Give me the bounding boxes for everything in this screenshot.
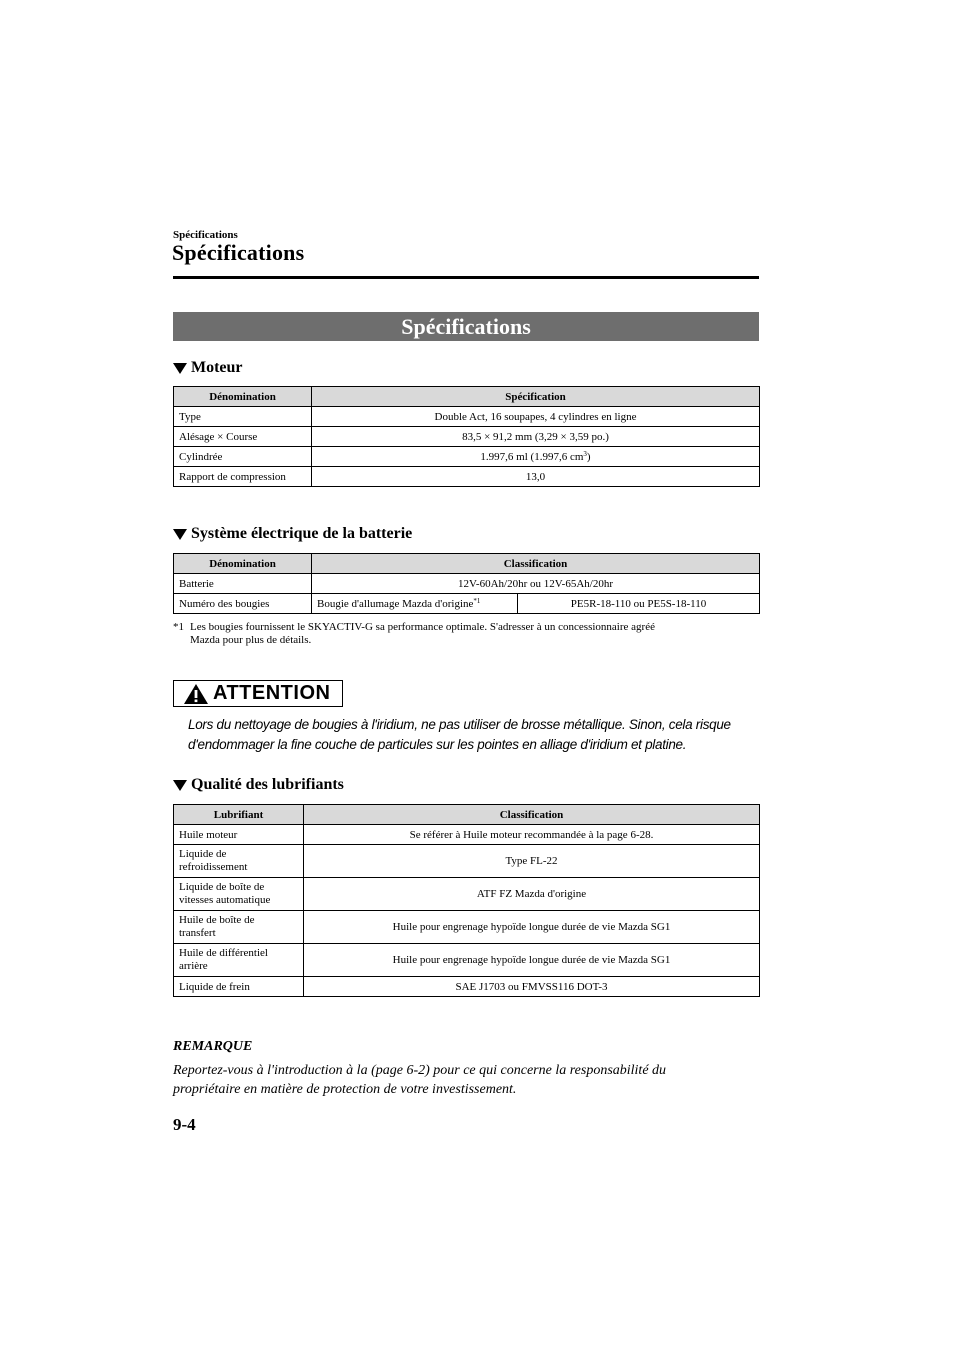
table-cell bbox=[174, 911, 304, 944]
column-header: Lubrifiant bbox=[174, 805, 304, 825]
footnote-line bbox=[173, 621, 763, 634]
table-cell: Batterie bbox=[174, 574, 312, 594]
table-cell: Numéro des bougies bbox=[174, 594, 312, 614]
table-row bbox=[174, 594, 760, 614]
note-text bbox=[173, 1061, 773, 1099]
note-title: REMARQUE bbox=[173, 1039, 253, 1054]
table-cell: Double Act, 16 soupapes, 4 cylindres en ligne bbox=[312, 407, 760, 427]
table-cell: Huile pour engrenage hypoïde longue durée de vie Mazda SG1 bbox=[304, 911, 760, 944]
table-cell: Alésage × Course bbox=[174, 427, 312, 447]
footnote-ref: *1 bbox=[473, 596, 481, 605]
column-header: Dénomination bbox=[174, 387, 312, 407]
section-banner: Spécifications bbox=[173, 312, 759, 341]
table-cell: 12V-60Ah/20hr ou 12V-65Ah/20hr bbox=[312, 574, 760, 594]
cell-line: Liquide de bbox=[179, 848, 227, 860]
batterie-heading-label: Système électrique de la batterie bbox=[191, 525, 413, 542]
table-header-row bbox=[174, 805, 760, 825]
column-header: Spécification bbox=[312, 387, 760, 407]
table-cell: SAE J1703 ou FMVSS116 DOT-3 bbox=[304, 977, 760, 997]
footnote-text: Les bougies fournissent le SKYACTIV-G sa performance optimale. S'adresser à un concessionnaire agréé bbox=[190, 621, 655, 633]
lubrifiants-heading-label: Qualité des lubrifiants bbox=[191, 776, 344, 793]
page-number: 9-4 bbox=[173, 1115, 196, 1134]
table-row bbox=[174, 825, 760, 845]
table-row bbox=[174, 574, 760, 594]
table-cell bbox=[174, 878, 304, 911]
table-row bbox=[174, 911, 760, 944]
page-title: Spécifications bbox=[172, 240, 305, 265]
triangle-bullet-icon bbox=[173, 780, 187, 791]
batterie-heading bbox=[173, 525, 412, 543]
warning-triangle-icon bbox=[183, 683, 209, 705]
table-row bbox=[174, 407, 760, 427]
footnote-line: Mazda pour plus de détails. bbox=[190, 634, 312, 646]
cell-line: Huile de différentiel bbox=[179, 947, 268, 959]
cell-line: vitesses automatique bbox=[179, 894, 271, 906]
cell-line: arrière bbox=[179, 960, 208, 972]
table-header-row bbox=[174, 387, 760, 407]
table-cell: Se référer à Huile moteur recommandée à la page 6-28. bbox=[304, 825, 760, 845]
column-header: Classification bbox=[304, 805, 760, 825]
table-cell bbox=[174, 845, 304, 878]
lubrifiants-heading bbox=[173, 776, 344, 794]
moteur-heading-label: Moteur bbox=[191, 359, 243, 376]
table-header-row bbox=[174, 554, 760, 574]
footnote-mark: *1 bbox=[173, 621, 184, 633]
footnote bbox=[173, 621, 763, 647]
table-row bbox=[174, 878, 760, 911]
attention-box bbox=[173, 680, 343, 707]
triangle-bullet-icon bbox=[173, 363, 187, 374]
lubrifiants-table bbox=[173, 804, 760, 997]
table-cell: Huile moteur bbox=[174, 825, 304, 845]
cylindree-close: ) bbox=[586, 450, 591, 463]
note-line: propriétaire en matière de protection de votre investissement. bbox=[173, 1082, 517, 1097]
table-row bbox=[174, 944, 760, 977]
cylindree-value: 1.997,6 ml (1.997,6 cm bbox=[480, 450, 584, 463]
table-cell: 13,0 bbox=[312, 467, 760, 487]
column-header: Dénomination bbox=[174, 554, 312, 574]
table-cell: Type FL-22 bbox=[304, 845, 760, 878]
table-row bbox=[174, 845, 760, 878]
table-row bbox=[174, 977, 760, 997]
table-cell bbox=[312, 594, 518, 614]
table-cell: Huile pour engrenage hypoïde longue durée de vie Mazda SG1 bbox=[304, 944, 760, 977]
batterie-table bbox=[173, 553, 760, 614]
table-cell: Rapport de compression bbox=[174, 467, 312, 487]
table-cell: 83,5 × 91,2 mm (3,29 × 3,59 po.) bbox=[312, 427, 760, 447]
table-cell: ATF FZ Mazda d'origine bbox=[304, 878, 760, 911]
superscript: 3 bbox=[583, 449, 587, 458]
cell-line: Liquide de boîte de bbox=[179, 881, 265, 893]
table-cell: Type bbox=[174, 407, 312, 427]
cell-line: transfert bbox=[179, 927, 216, 939]
moteur-table bbox=[173, 386, 760, 487]
table-cell: PE5R-18-110 ou PE5S-18-110 bbox=[518, 594, 760, 614]
attention-label: ATTENTION bbox=[213, 682, 331, 704]
moteur-heading bbox=[173, 359, 243, 377]
table-row bbox=[174, 467, 760, 487]
cell-line: refroidissement bbox=[179, 861, 248, 873]
table-row bbox=[174, 447, 760, 467]
table-cell bbox=[312, 447, 760, 467]
column-header: Classification bbox=[312, 554, 760, 574]
cell-line: Huile de boîte de bbox=[179, 914, 255, 926]
attention-text: Lors du nettoyage de bougies à l'iridium, ne pas utiliser de brosse métallique. Sinon, cela risque d'endommager la fine couche de particules sur les pointes en alliage d'iridium et platine. bbox=[188, 717, 731, 752]
table-cell: Liquide de frein bbox=[174, 977, 304, 997]
table-cell: Cylindrée bbox=[174, 447, 312, 467]
note-line: Reportez-vous à l'introduction à la (page 6-2) pour ce qui concerne la responsabilité du bbox=[173, 1063, 667, 1078]
table-row bbox=[174, 427, 760, 447]
table-cell bbox=[174, 944, 304, 977]
triangle-bullet-icon bbox=[173, 529, 187, 540]
breadcrumb: Spécifications bbox=[173, 229, 238, 241]
bougie-label: Bougie d'allumage Mazda d'origine bbox=[317, 597, 474, 610]
title-divider bbox=[173, 276, 759, 279]
